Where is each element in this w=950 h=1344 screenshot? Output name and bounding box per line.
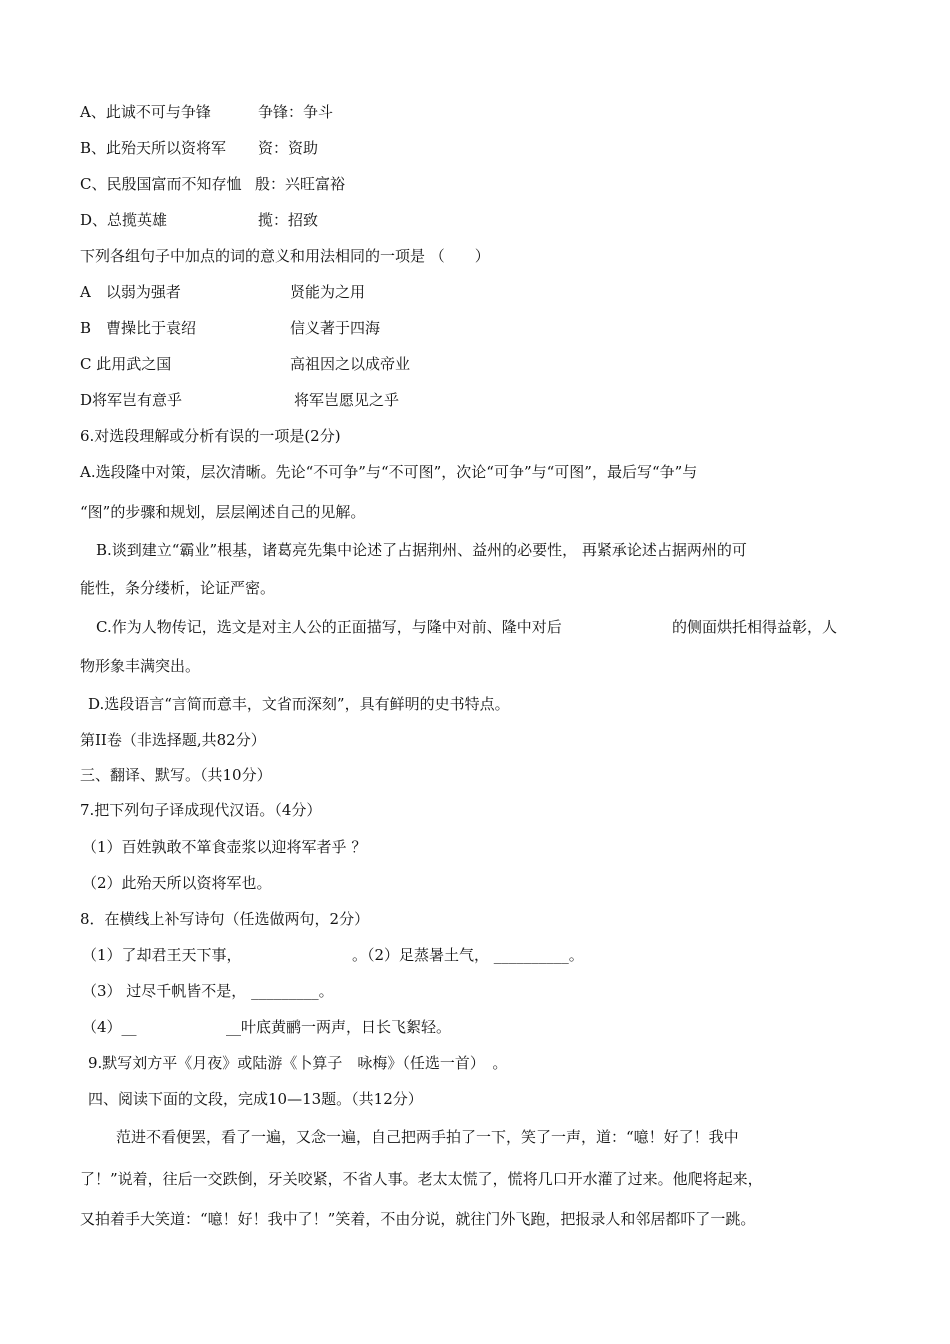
- q5-option-b-gloss: 资：资助: [258, 139, 319, 157]
- q5-option-a: A、此诚不可与争锋: [80, 103, 211, 121]
- q7-stem: 7.把下列句子译成现代汉语。（4分）: [80, 801, 322, 819]
- usage-option-c: C 此用武之国: [80, 355, 172, 373]
- part2-heading: 第II卷（非选择题,共82分）: [80, 731, 266, 749]
- q8-line-3a: （4）__: [82, 1018, 137, 1036]
- q8-line-3b: __叶底黄鹂一两声，日长飞絮轻。: [226, 1018, 452, 1036]
- usage-option-c-pair: 高祖因之以成帝业: [290, 355, 411, 373]
- usage-option-a-pair: 贤能为之用: [290, 283, 366, 301]
- q5-option-c: C、民殷国富而不知存恤: [80, 175, 242, 193]
- q6-option-b-line2: 能性，条分缕析，论证严密。: [80, 579, 276, 597]
- q5-option-b: B、此殆天所以资将军: [80, 139, 227, 157]
- q6-option-a-line1: A.选段隆中对策，层次清晰。先论“不可争”与“不可图”，次论“可争”与“可图”，最后写“争”与: [80, 463, 698, 481]
- q6-option-b-line1: B.谈到建立“霸业”根基，诸葛亮先集中论述了占据荆州、益州的必要性， 再紧承论述占据两州的可: [96, 541, 747, 559]
- q8-line-1b: 。（2）足蒸暑土气， __________。: [352, 946, 584, 964]
- q8-stem: 8．在横线上补写诗句（任选做两句，2分）: [80, 910, 370, 928]
- usage-option-d: D将军岂有意乎: [80, 391, 183, 409]
- q8-line-2: （3） 过尽千帆皆不是， _________。: [82, 982, 334, 1000]
- q9-stem: 9.默写刘方平《月夜》或陆游《卜算子 咏梅》（任选一首） 。: [88, 1054, 508, 1072]
- q6-option-a-line2: “图”的步骤和规划，层层阐述自己的见解。: [80, 503, 366, 521]
- usage-option-d-pair: 将军岂愿见之乎: [294, 391, 400, 409]
- q5-option-c-gloss: 殷：兴旺富裕: [255, 175, 346, 193]
- usage-question-stem: 下列各组句子中加点的词的意义和用法相同的一项是 （ ）: [80, 247, 490, 265]
- q7-sentence-2: （2）此殆天所以资将军也。: [82, 874, 272, 892]
- q8-line-1a: （1）了却君王天下事，: [82, 946, 242, 964]
- section3-heading: 三、翻译、默写。（共10分）: [80, 766, 272, 784]
- q6-option-c-line1-end: 的侧面烘托相得益彰，人: [672, 618, 838, 636]
- q5-option-a-gloss: 争锋：争斗: [258, 103, 334, 121]
- passage-line-2: 了！”说着，往后一交跌倒，牙关咬紧，不省人事。老太太慌了，慌将几口开水灌了过来。他爬将起来，: [80, 1170, 763, 1188]
- passage-line-3: 又拍着手大笑道：“噫！好！我中了！”笑着，不由分说，就往门外飞跑，把报录人和邻居都吓了一跳。: [80, 1210, 756, 1228]
- q6-option-c-line1: C.作为人物传记，选文是对主人公的正面描写，与隆中对前、隆中对后: [96, 618, 562, 636]
- q6-stem: 6.对选段理解或分析有误的一项是(2分): [80, 427, 341, 445]
- q6-option-c-line2: 物形象丰满突出。: [80, 657, 201, 675]
- usage-option-a: A 以弱为强者: [80, 283, 181, 301]
- q6-option-d: D.选段语言“言简而意丰，文省而深刻”，具有鲜明的史书特点。: [88, 695, 510, 713]
- q7-sentence-1: （1）百姓孰敢不箪食壶浆以迎将军者乎 ？: [82, 838, 367, 856]
- section4-heading: 四、阅读下面的文段，完成10—13题。（共12分）: [88, 1090, 423, 1108]
- q5-option-d: D、总揽英雄: [80, 211, 168, 229]
- passage-line-1: 范进不看便罢，看了一遍，又念一遍，自己把两手拍了一下，笑了一声，道：“噫！好了！我中: [116, 1128, 739, 1146]
- usage-option-b-pair: 信义著于四海: [290, 319, 381, 337]
- q5-option-d-gloss: 揽：招致: [258, 211, 319, 229]
- usage-option-b: B 曹操比于袁绍: [80, 319, 197, 337]
